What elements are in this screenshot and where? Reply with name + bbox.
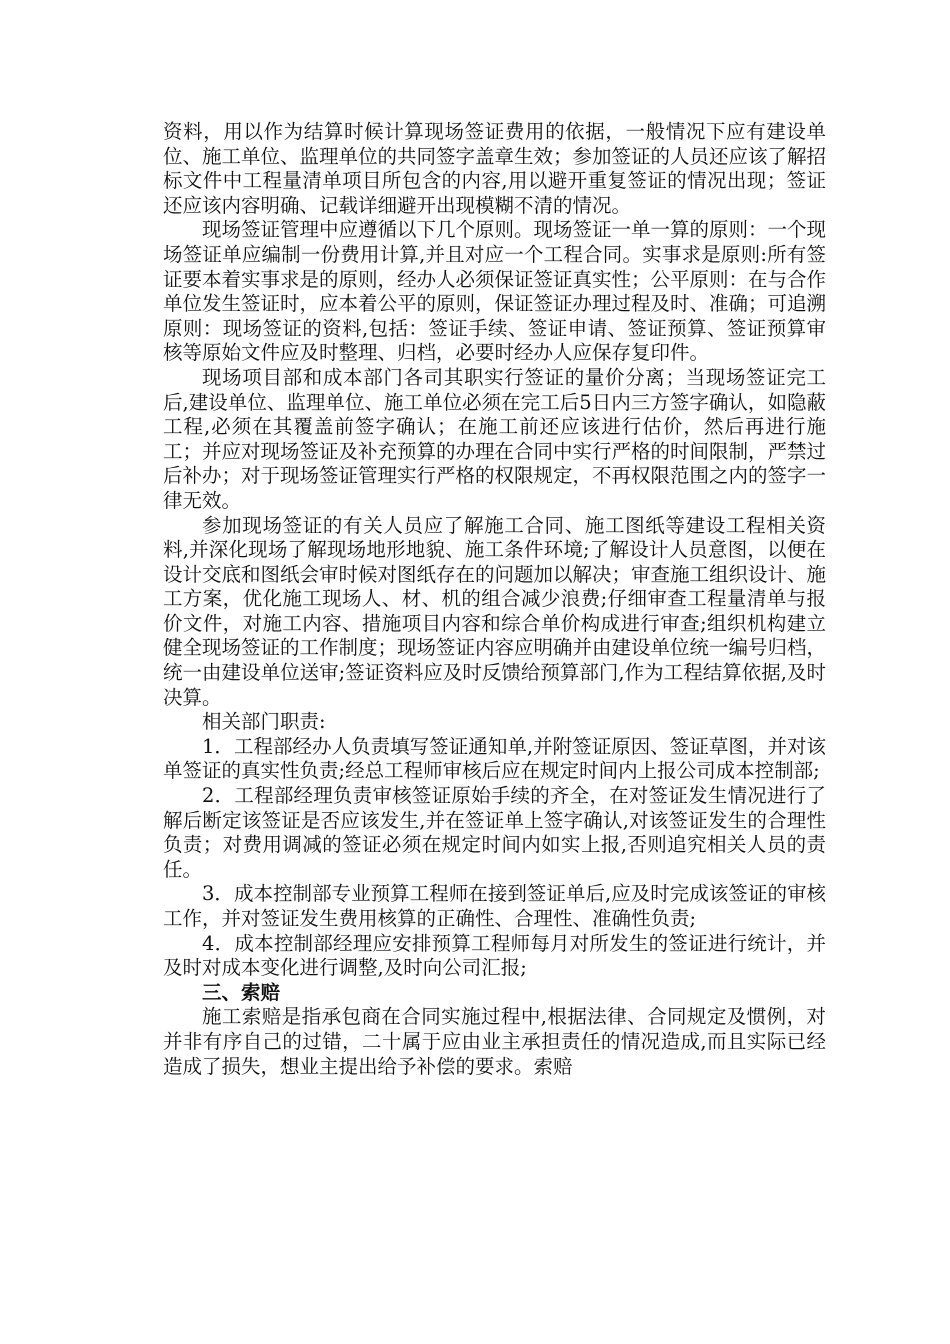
list-item-duty-1: 1．工程部经办人负责填写签证通知单,并附签证原因、签证草图，并对该单签证的真实性负责;经总工程师审核后应在规定时间内上报公司成本控制部; [163, 734, 826, 783]
document-page [163, 120, 826, 1079]
paragraph-claims-definition: 施工索赔是指承包商在合同实施过程中,根据法律、合同规定及惯例，对并非有序自己的过错，二十属于应由业主承担责任的情况造成,而且实际已经造成了损失，想业主提出给予补偿的要求。索赔 [163, 1005, 826, 1078]
paragraph-principles: 现场签证管理中应遵循以下几个原则。现场签证一单一算的原则：一个现场签证单应编制一份费用计算,并且对应一个工程合同。实事求是原则:所有签证要本着实事求是的原则，经办人必须保证签证真实性；公平原则：在与合作单位发生签证时，应本着公平的原则，保证签证办理过程及时、准确；可追溯原则：现场签证的资料,包括：签证手续、签证申请、签证预算、签证预算审核等原始文件应及时整理、归档，必要时经办人应保存复印件。 [163, 218, 827, 365]
section-heading-claims: 三、索赔 [202, 980, 281, 1004]
paragraph-department-duties-title: 相关部门职责: [202, 710, 326, 734]
paragraph-personnel-requirements: 参加现场签证的有关人员应了解施工合同、施工图纸等建设工程相关资料,并深化现场了解现场地形地貌、施工条件环境;了解设计人员意图，以便在设计交底和图纸会审时候对图纸存在的问题加以解决；审查施工组织设计、施工方案，优化施工现场人、材、机的组合减少浪费;仔细审查工程量清单与报价文件，对施工内容、措施项目内容和综合单价构成进行审查;组织机构建立健全现场签证的工作制度；现场签证内容应明确并由建设单位统一编号归档，统一由建设单位送审;签证资料应及时反馈给预算部门,作为工程结算依据,及时决算。 [163, 513, 827, 709]
list-item-duty-4: 4．成本控制部经理应安排预算工程师每月对所发生的签证进行统计，并及时对成本变化进行调整,及时向公司汇报; [163, 931, 826, 980]
list-item-duty-3: 3．成本控制部专业预算工程师在接到签证单后,应及时完成该签证的审核工作，并对签证发生费用核算的正确性、合理性、准确性负责; [163, 882, 826, 930]
paragraph-volume-price-separation: 现场项目部和成本部门各司其职实行签证的量价分离；当现场签证完工后,建设单位、监理单位、施工单位必须在完工后5日内三方签字确认，如隐蔽工程,必须在其覆盖前签字确认；在施工前还应该进行估价，然后再进行施工；并应对现场签证及补充预算的办理在合同中实行严格的时间限制，严禁过后补办；对于现场签证管理实行严格的权限规定，不再权限范围之内的签字一律无效。 [163, 365, 827, 512]
paragraph-signature-basis: 资料，用以作为结算时候计算现场签证费用的依据，一般情况下应有建设单位、施工单位、监理单位的共同签字盖章生效；参加签证的人员还应该了解招标文件中工程量清单项目所包含的内容,用以避开重复签证的情况出现；签证还应该内容明确、记载详细避开出现模糊不清的情况。 [163, 120, 827, 217]
list-item-duty-2: 2．工程部经理负责审核签证原始手续的齐全，在对签证发生情况进行了解后断定该签证是否应该发生,并在签证单上签字确认,对该签证发生的合理性负责；对费用调减的签证必须在规定时间内如实上报,否则追究相关人员的责任。 [163, 784, 826, 881]
